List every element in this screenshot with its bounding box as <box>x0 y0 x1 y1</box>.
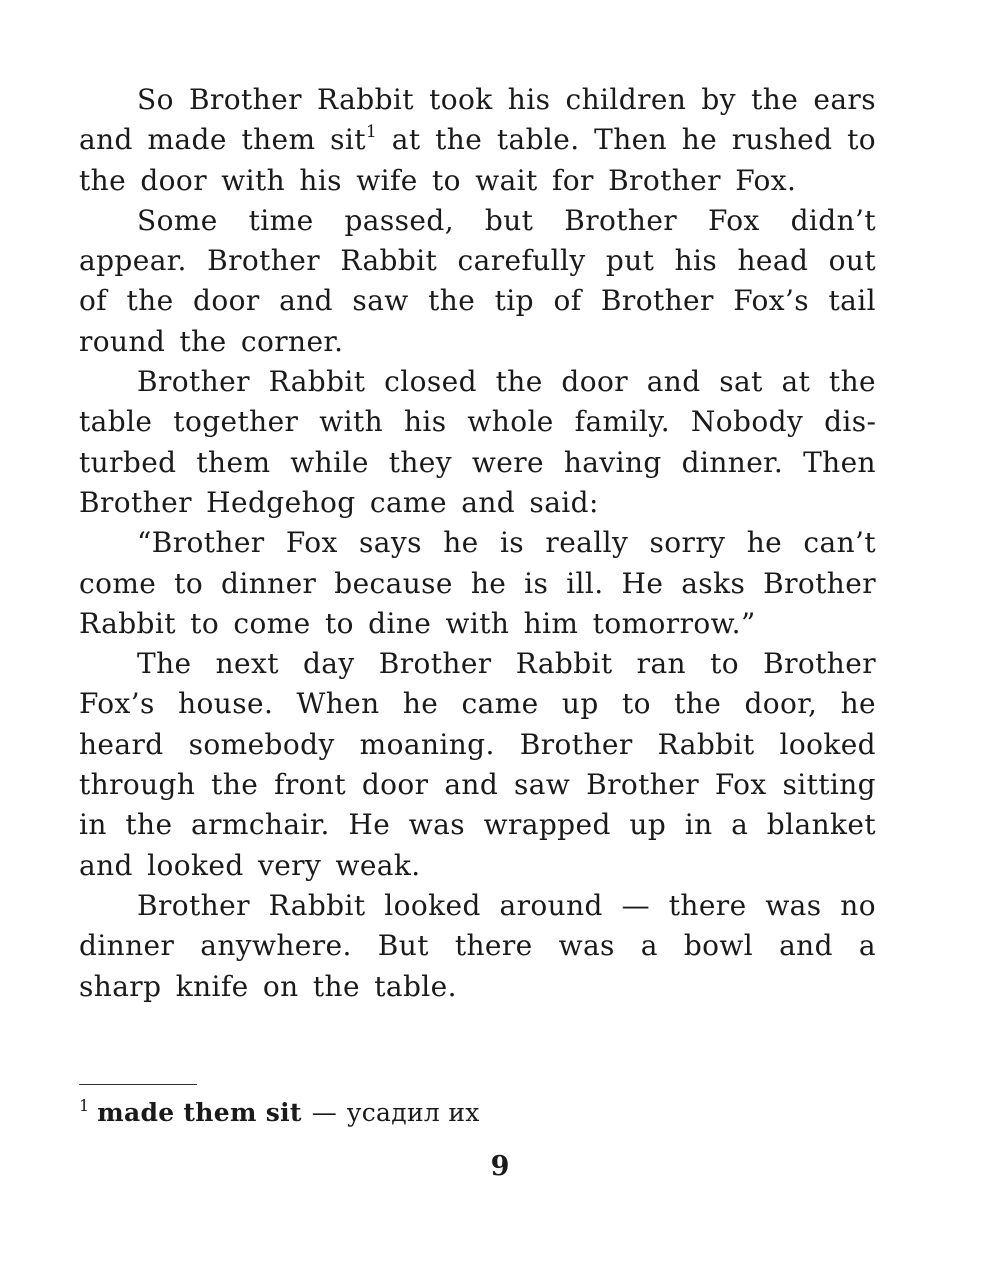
paragraph-4: “Brother Fox says he is really sorry he can’t come to dinner because he is ill. He asks Brother Rabbit to come to dine with him tomorrow.” <box>79 526 876 640</box>
paragraph-5: The next day Brother Rabbit ran to Brother Fox’s house. When he came up to the door, he heard somebody moaning. Brother Rabbit looked through the front door and saw Brother Fox sitting in the armchair. He was wrapped up in a blanket and looked very weak. <box>79 647 876 882</box>
paragraph-1 <box>79 80 876 201</box>
paragraph-1-text-start: So Brother Rabbit took his children by the ears and made them sit <box>79 83 876 157</box>
footnote <box>79 1096 480 1130</box>
footnote-term: made them sit <box>97 1098 302 1127</box>
story-text <box>79 80 876 1007</box>
paragraph-1-text-end: at the table. Then he rushed to the door with his wife to wait for Brother Fox. <box>79 123 876 197</box>
footnote-translation: усадил их <box>346 1098 480 1127</box>
paragraph-2: Some time passed, but Brother Fox didn’t appear. Brother Rabbit carefully put his head out of the door and saw the tip of Brother Fox’s tail round the corner. <box>79 203 876 358</box>
page-number: 9 <box>490 1151 510 1182</box>
footnote-dash: — <box>311 1098 337 1127</box>
footnote-reference: 1 <box>365 122 378 143</box>
footnote-divider <box>79 1084 197 1085</box>
paragraph-6: Brother Rabbit looked around — there was no dinner anywhere. But there was a bowl and a sharp knife on the table. <box>79 888 876 1003</box>
footnote-number: 1 <box>79 1096 90 1115</box>
paragraph-3: Brother Rabbit closed the door and sat at the table together with his whole family. Nobody disturbed them while they were having dinner. Then Brother Hedgehog came and said: <box>79 365 876 519</box>
